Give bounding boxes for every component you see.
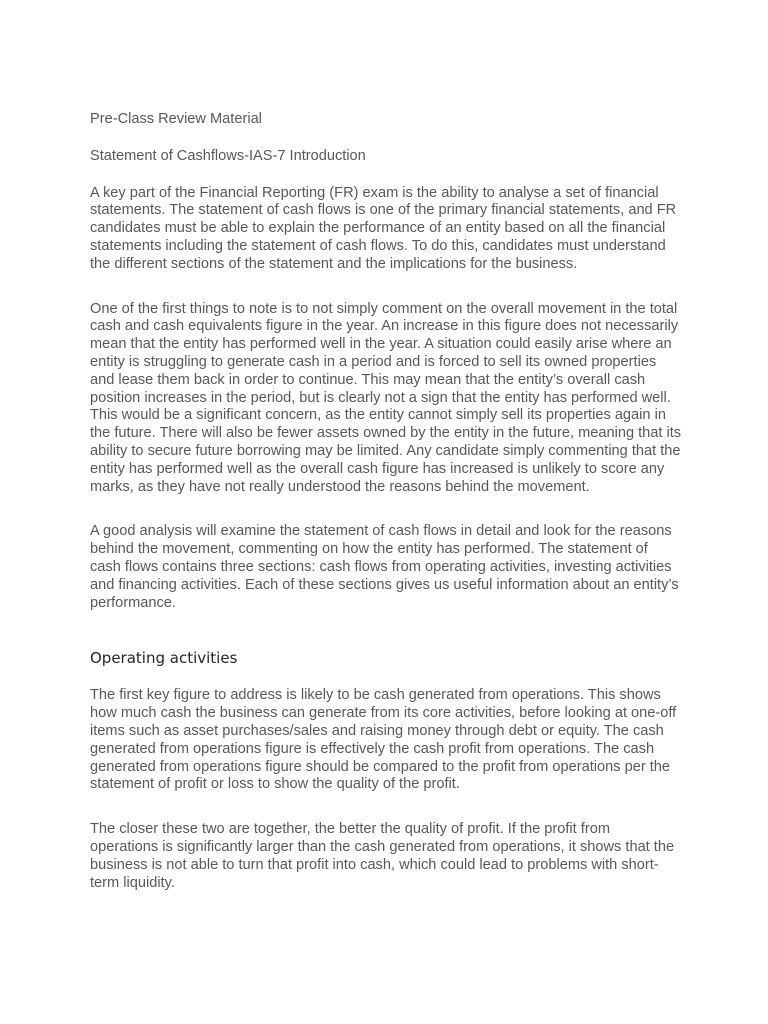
paragraph-cash-generated: The first key figure to address is likely to be cash generated from operations. This shows how much cash the business can generate from its core activities, before looking at one-off items such as asset purchases/sales and raising money through debt or equity. The cash generated from operations figure is effectively the cash profit from operations. The cash generated from operations figure should be compared to the profit from operations per the statement of profit or loss to show the quality of the profit. xyxy=(90,687,677,793)
section-heading: Operating activities xyxy=(90,649,238,668)
document-header: Pre-Class Review Material xyxy=(90,111,262,127)
document-page xyxy=(90,111,682,892)
spacer xyxy=(90,166,682,185)
spacer xyxy=(90,668,682,687)
spacer xyxy=(90,612,682,648)
paragraph-quality-of-profit: The closer these two are together, the better the quality of profit. If the profit from operations is significantly larger than the cash generated from operations, it shows that the business is not able to turn that profit into cash, which could lead to problems with short-term liquidity. xyxy=(90,821,675,891)
paragraph-intro: A key part of the Financial Reporting (FR) exam is the ability to analyse a set of financial statements. The statement of cash flows is one of the primary financial statements, and FR candidates must be able to explain the performance of an entity based on all the financial statements including the statement of cash flows. To do this, candidates must understand the different sections of the statement and the implications for the business. xyxy=(90,184,677,272)
spacer xyxy=(90,274,682,301)
spacer xyxy=(90,496,682,523)
spacer xyxy=(90,794,682,821)
paragraph-cash-movement: One of the first things to note is to not simply comment on the overall movement in the total cash and cash equivalents figure in the year. An increase in this figure does not necessarily mean that the entity has performed well in the year. A situation could easily arise where an entity is struggling to generate cash in a period and is forced to sell its owned properties and lease them back in order to continue. This may mean that the entity’s overall cash position increases in the period, but is clearly not a sign that the entity has performed well. This would be a significant concern, as the entity cannot simply sell its properties again in the future. There will also be fewer assets owned by the entity in the future, meaning that its ability to secure future borrowing may be limited. Any candidate simply commenting that the entity has performed well as the overall cash figure has increased is unlikely to score any marks, as they have not really understood the reasons behind the movement. xyxy=(90,300,682,495)
spacer xyxy=(90,129,682,148)
document-title: Statement of Cashflows-IAS-7 Introduction xyxy=(90,147,366,164)
paragraph-good-analysis: A good analysis will examine the statement of cash flows in detail and look for the reasons behind the movement, commenting on how the entity has performed. The statement of cash flows contains three sections: cash flows from operating activities, investing activities and financing activities. Each of these sections gives us useful information about an entity’s performance. xyxy=(90,523,679,611)
